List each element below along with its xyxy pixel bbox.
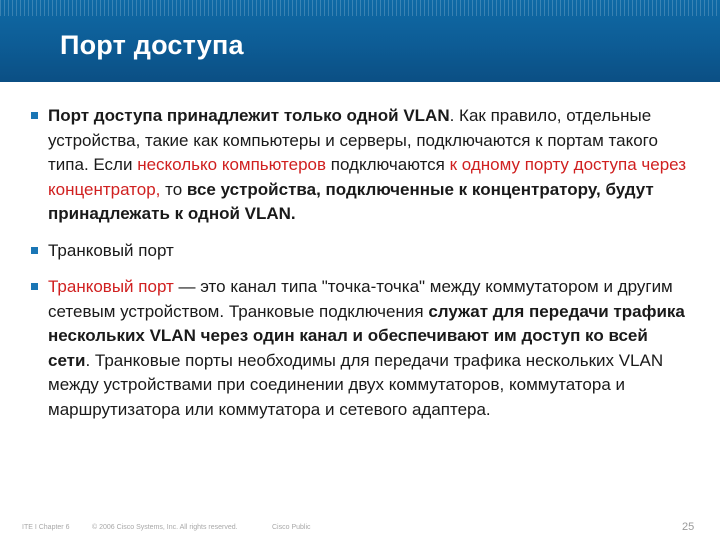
bold-text: служат для передачи трафика нескольких VLAN через один канал и обеспечивают им доступ ко всей сети — [48, 301, 685, 370]
square-bullet-icon — [31, 283, 38, 290]
header-pattern — [0, 0, 720, 16]
footer-classification: Cisco Public — [272, 524, 311, 531]
slide-footer — [0, 516, 720, 540]
square-bullet-icon — [31, 247, 38, 254]
body-text: . Как правило, отдельные устройства, такие как компьютеры и серверы, подключаются к портам такого типа. Если — [48, 106, 658, 174]
bullet-item-access-port — [30, 104, 690, 227]
body-text: . Транковые порты необходимы для передачи трафика нескольких VLAN между устройствами при соединении двух коммутаторов, коммутатора и маршрутизатора или коммутатора и сетевого адаптера. — [48, 350, 664, 419]
slide-title: Порт доступа — [60, 30, 244, 60]
highlighted-text: к одному порту доступа через концентратор, — [48, 155, 687, 199]
body-text: подключаются — [326, 155, 450, 174]
body-text: — это канал типа "точка-точка" между коммутатором и другим сетевым устройством. Транковые подключения — [48, 277, 673, 321]
bullet-item-trunk-definition — [30, 275, 690, 422]
highlighted-text: несколько компьютеров — [137, 155, 327, 174]
footer-course: ITE I Chapter 6 — [22, 524, 70, 531]
highlighted-text: Транковый порт — [48, 277, 174, 296]
page-number: 25 — [682, 521, 695, 533]
body-text: то — [160, 179, 187, 199]
bold-text: Порт доступа принадлежит только одной VLAN — [48, 106, 450, 125]
body-text: Транковый порт — [48, 240, 174, 260]
square-bullet-icon — [31, 112, 38, 119]
title-bar — [0, 0, 720, 82]
footer-copyright: © 2006 Cisco Systems, Inc. All rights reserved. — [92, 524, 238, 531]
bold-text: все устройства, подключенные к концентратору, будут принадлежать к одной VLAN. — [48, 179, 654, 223]
slide-body — [30, 104, 690, 434]
bullet-item-trunk-port — [30, 239, 690, 264]
